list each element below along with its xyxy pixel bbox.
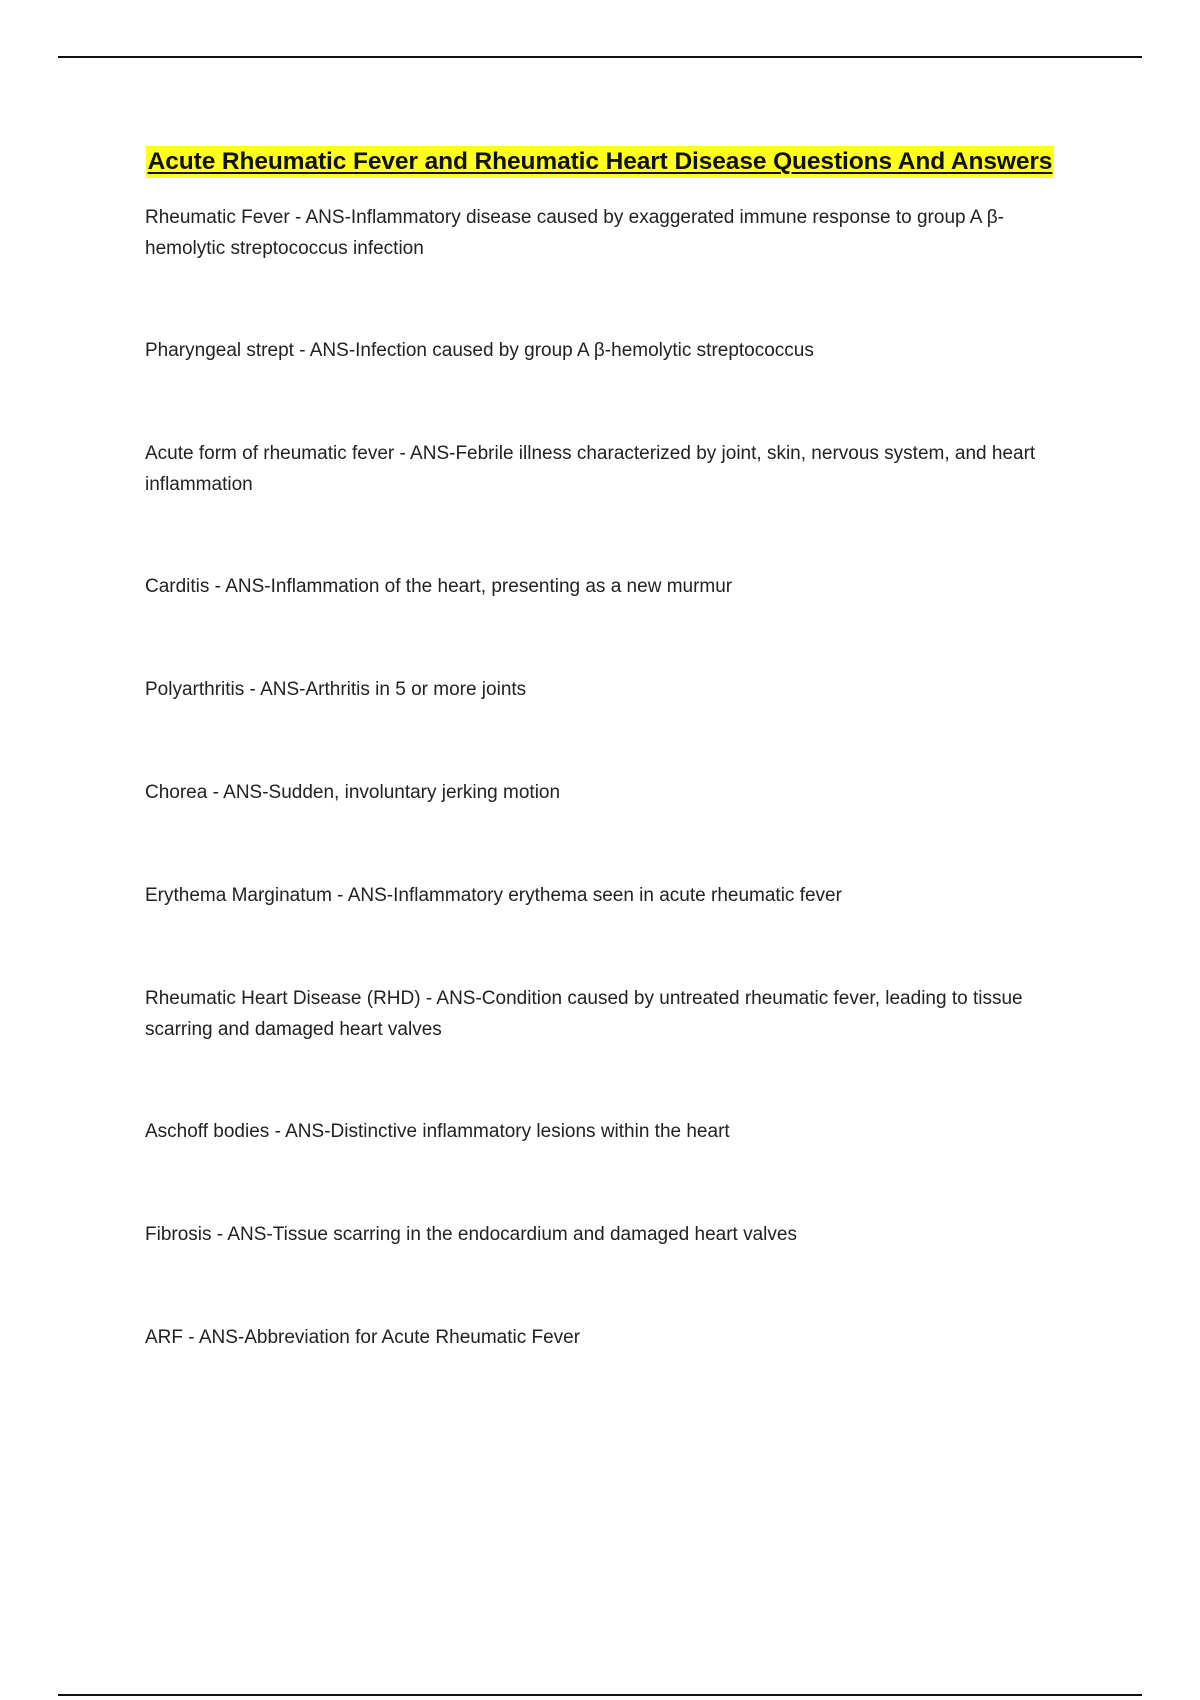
title-container [0,146,1200,178]
top-rule [58,56,1142,58]
qa-entry: ARF - ANS-Abbreviation for Acute Rheumatic Fever [145,1327,581,1348]
qa-entry: Chorea - ANS-Sudden, involuntary jerking motion [145,782,561,803]
qa-entry: Pharyngeal strept - ANS-Infection caused by group A β-hemolytic streptococcus [145,340,814,361]
qa-entry: Rheumatic Fever - ANS-Inflammatory disease caused by exaggerated immune response to group A β-hemolytic streptococcus infection [145,207,1004,259]
qa-entry: Aschoff bodies - ANS-Distinctive inflammatory lesions within the heart [145,1121,730,1142]
document-title: Acute Rheumatic Fever and Rheumatic Heart Disease Questions And Answers [146,146,1055,178]
qa-entry: Acute form of rheumatic fever - ANS-Febrile illness characterized by joint, skin, nervous system, and heart inflammation [145,443,1036,495]
bottom-rule [58,1694,1142,1696]
qa-entry: Erythema Marginatum - ANS-Inflammatory erythema seen in acute rheumatic fever [145,885,842,906]
qa-entry: Polyarthritis - ANS-Arthritis in 5 or more joints [145,679,527,700]
qa-list [145,202,1080,1353]
qa-entry: Rheumatic Heart Disease (RHD) - ANS-Condition caused by untreated rheumatic fever, leading to tissue scarring and damaged heart valves [145,988,1023,1040]
qa-entry: Fibrosis - ANS-Tissue scarring in the endocardium and damaged heart valves [145,1224,797,1245]
qa-entry: Carditis - ANS-Inflammation of the heart, presenting as a new murmur [145,576,733,597]
